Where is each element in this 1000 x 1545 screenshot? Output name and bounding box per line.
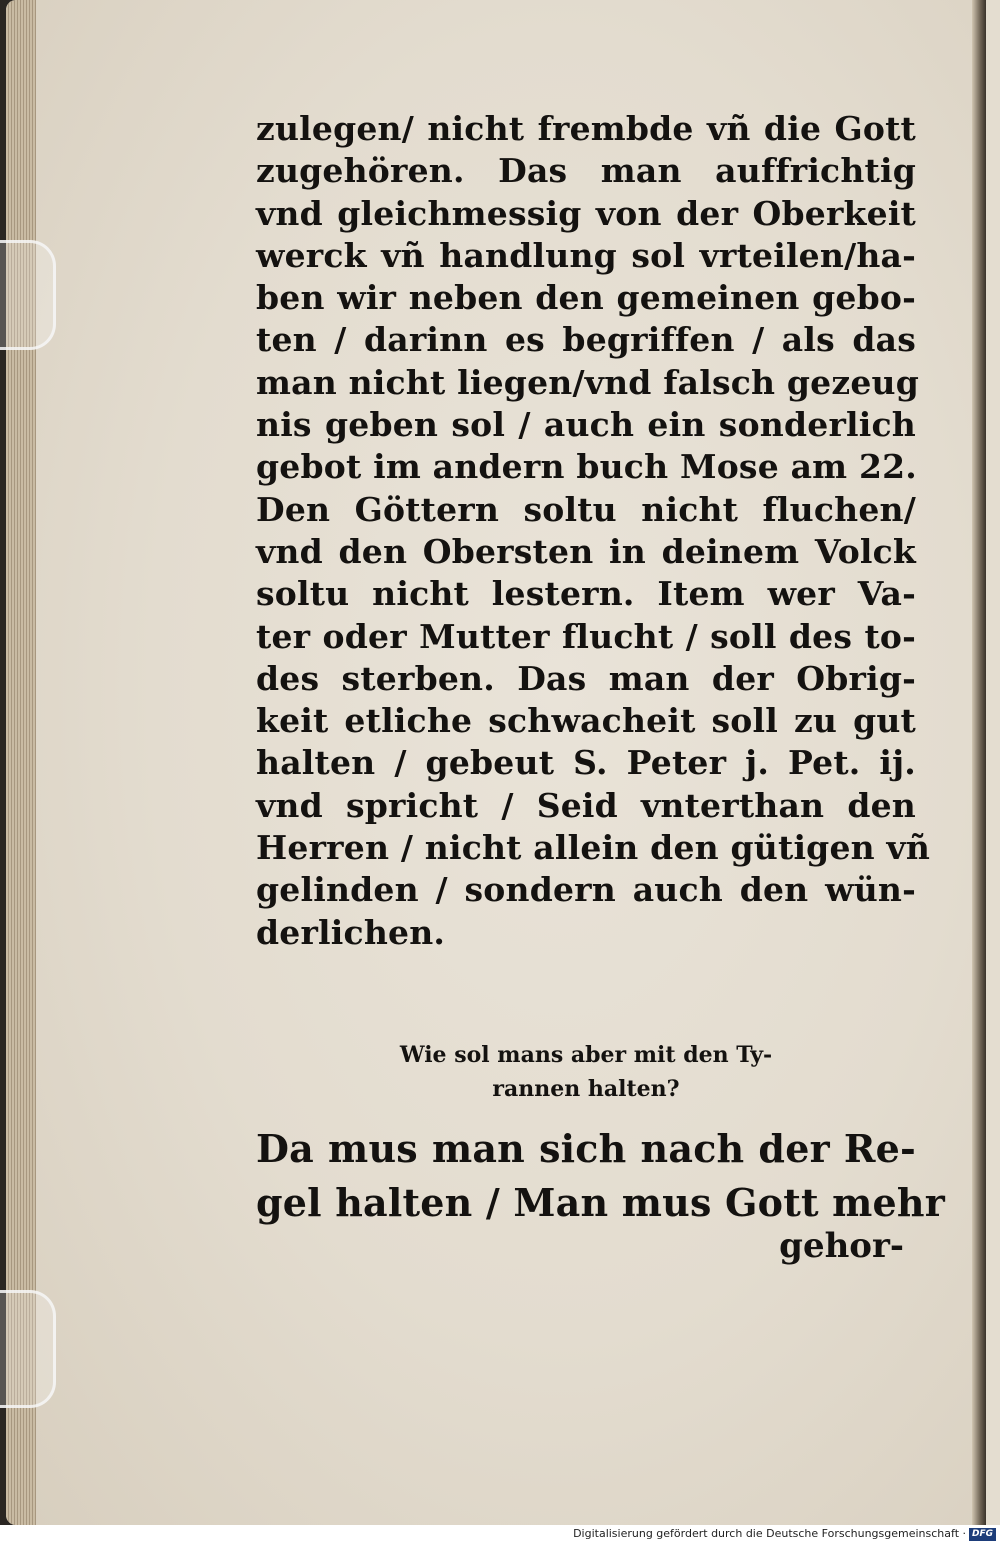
text-line: gel halten / Man mus Gott mehr [256, 1180, 945, 1225]
text-line: gebot im andern buch Mose am 22. [256, 447, 917, 487]
text-line: zulegen/ nicht frembde vñ die Gott [256, 109, 916, 148]
page-gutter [972, 0, 986, 1525]
section-heading [256, 1038, 916, 1106]
text-line: soltu nicht lestern. Item wer Va- [256, 574, 916, 614]
heading-line: Wie sol mans aber mit den Ty- [399, 1042, 773, 1068]
text-line: nis geben sol / auch ein sonderlich [256, 405, 916, 445]
text-line: ter oder Mutter flucht / soll des to- [256, 616, 916, 656]
text-line: werck vñ handlung sol vrteilen/ha- [256, 235, 916, 275]
catchword: gehor- [779, 1226, 904, 1266]
funding-credit: Digitalisierung gefördert durch die Deutsche Forschungsgemeinschaft · [573, 1527, 966, 1540]
page-clip-bottom [0, 1290, 56, 1408]
text-line: Da mus man sich nach der Re- [256, 1126, 916, 1171]
text-line: halten / gebeut S. Peter j. Pet. ij. [256, 743, 916, 783]
dfg-logo-icon: DFG [969, 1528, 996, 1541]
heading-line: rannen halten? [492, 1076, 680, 1102]
text-line: zugehören. Das man auffrichtig [256, 151, 916, 191]
text-line: ten / darinn es begriffen / als das [256, 320, 916, 360]
text-line: gelinden / sondern auch den wün- [256, 870, 916, 910]
text-line: keit etliche schwacheit soll zu gut [256, 701, 916, 741]
text-line: derlichen. [256, 912, 446, 952]
text-line: man nicht liegen/vnd falsch gezeug [256, 362, 919, 402]
text-line: des sterben. Das man der Obrig- [256, 658, 916, 698]
text-line: ben wir neben den gemeinen gebo- [256, 278, 916, 318]
text-line: vnd gleichmessig von der Oberkeit [256, 193, 916, 233]
text-line: vnd den Obersten in deinem Volck [256, 531, 916, 571]
page-clip-top [0, 240, 56, 350]
text-line: vnd spricht / Seid vnterthan den [256, 785, 916, 825]
second-paragraph [256, 1122, 945, 1230]
text-line: Herren / nicht allein den gütigen vñ [256, 828, 931, 868]
text-line: Den Göttern soltu nicht fluchen/ [256, 489, 916, 529]
body-text [256, 108, 931, 954]
footer-bar [0, 1525, 1000, 1545]
